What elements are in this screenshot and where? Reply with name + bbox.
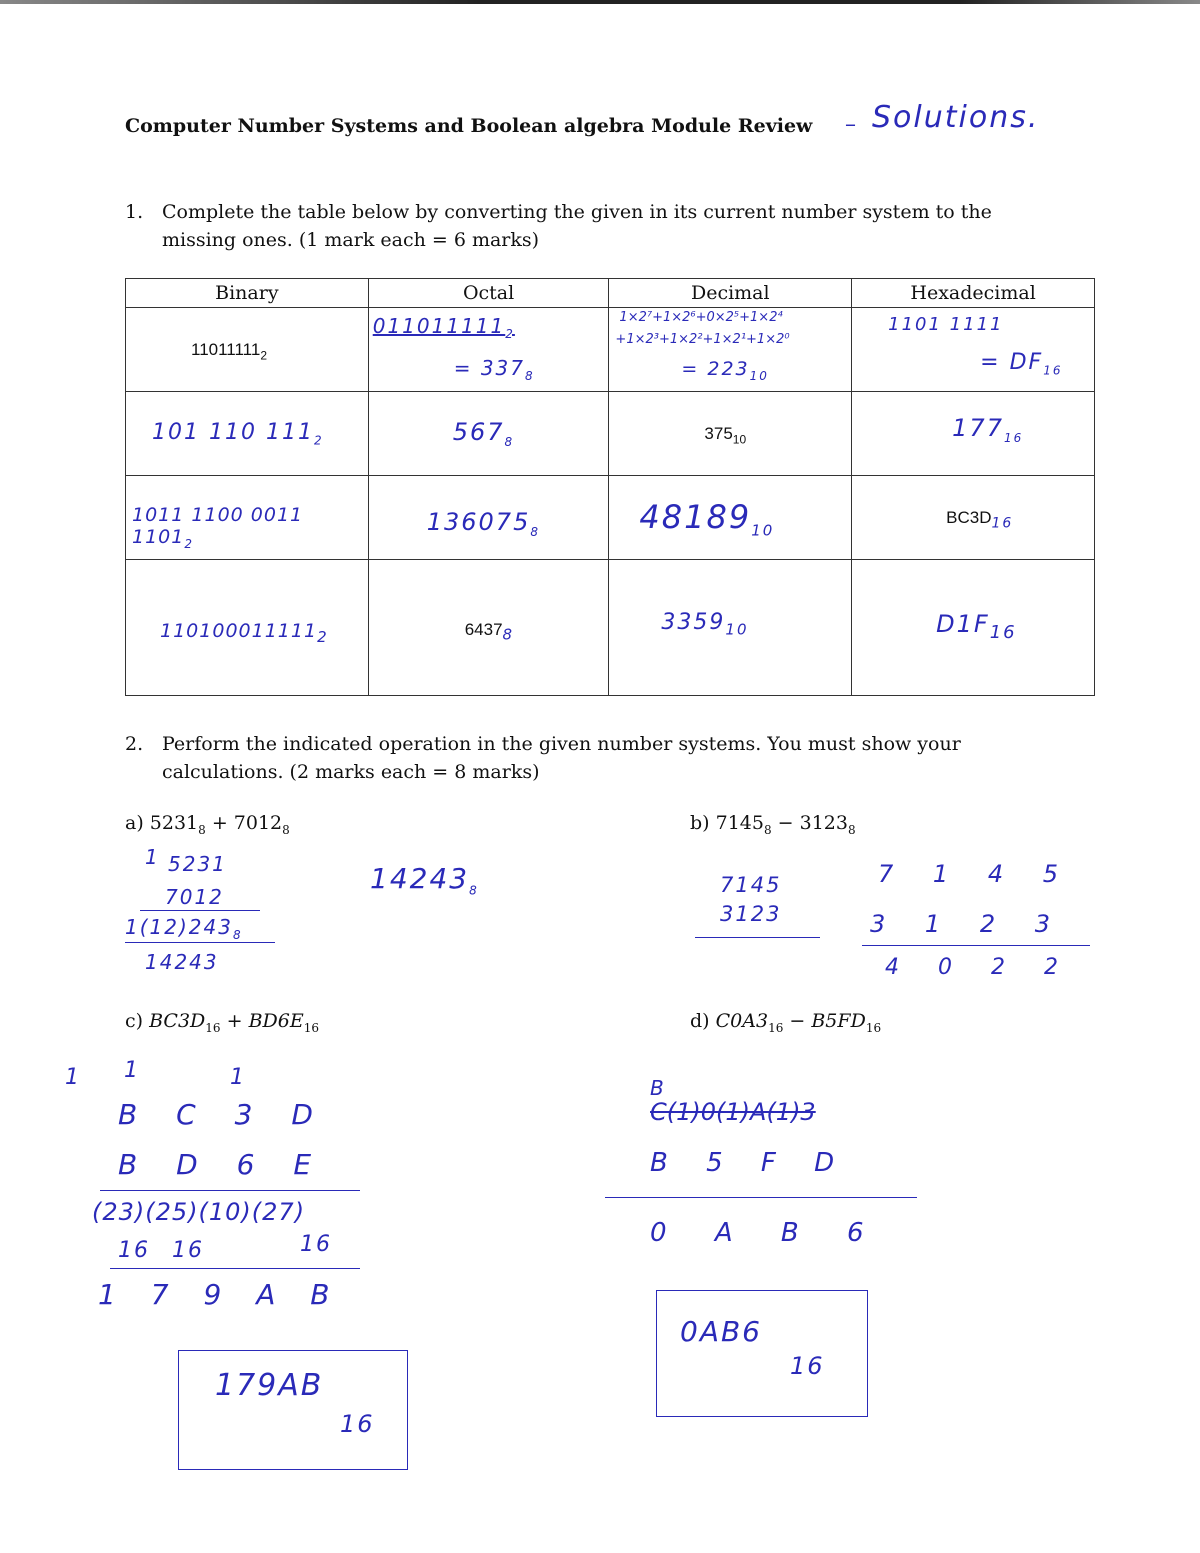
answer-box (656, 1290, 868, 1417)
handwritten-answer: 1011 1100 0011 $1101_2$ (132, 504, 304, 551)
handwritten-work: 1101 1111 (888, 314, 1004, 335)
work-line: 5231 (168, 852, 227, 876)
table-row (126, 308, 1095, 392)
work-line: $1(12)243_8$ (125, 915, 243, 942)
work-line: (23)(25)(10)(27) (92, 1198, 306, 1226)
table-row (126, 560, 1095, 696)
handwritten-answer: $D1F_{16}$ (936, 610, 1017, 643)
handwritten-answer: $3359_{10}$ (661, 610, 749, 639)
table-cell (852, 392, 1095, 476)
question-text: Perform the indicated operation in the given number systems. You must show your calculations. (2 marks each = 8 marks) (162, 733, 961, 783)
carry-digit: 1 (65, 1065, 81, 1090)
handwritten-work: 1×2⁷+1×2⁶+0×2⁵+1×2⁴ (619, 310, 783, 325)
table-cell (368, 392, 609, 476)
table-header-row (126, 279, 1095, 308)
divisor: 16 (172, 1238, 204, 1263)
table-cell (368, 308, 609, 392)
carry-digit: 1 (230, 1065, 246, 1090)
part-d-label: d) $C0A3_{16} - B5FD_{16}$ (690, 1010, 882, 1035)
digit-row: 3 1 2 3 (870, 910, 1053, 938)
digit-row: B D 6 E (118, 1148, 314, 1181)
handwritten-answer: = $DF_{16}$ (980, 350, 1063, 378)
work-line: 14243 (145, 950, 219, 974)
digit-row: 1 7 9 A B (98, 1278, 332, 1311)
handwritten-answer: $110100011111_2$ (160, 620, 328, 646)
column-header: Decimal (609, 279, 852, 308)
sum-line (100, 1190, 360, 1191)
table-cell (609, 560, 852, 696)
digit-row: 0 A B 6 (650, 1218, 866, 1248)
sum-line (110, 1268, 360, 1269)
handwritten-answer: 101 110 $111_2$ (152, 420, 324, 448)
work-line: 7145 (720, 873, 782, 897)
handwritten-work: +1×2³+1×2²+1×2¹+1×2⁰ (615, 332, 790, 347)
borrow-digit: B (650, 1076, 666, 1100)
digit-row: 7 1 4 5 (878, 860, 1061, 888)
table-cell (609, 392, 852, 476)
given-value: $BC3D_{16}$ (946, 508, 1014, 532)
question-number: 2. (125, 733, 144, 755)
digit-row: 4 0 2 2 (885, 955, 1060, 980)
work-line: C(1)0(1)A(1)3 (650, 1098, 816, 1126)
handwritten-answer: $48189_{10}$ (639, 498, 775, 540)
table-row (126, 392, 1095, 476)
page-title: Computer Number Systems and Boolean algebra Module Review (125, 115, 813, 137)
handwritten-answer: = $223_{10}$ (681, 358, 769, 383)
handwritten-answer: 0AB6 (680, 1315, 762, 1348)
sum-line (695, 937, 820, 938)
handwritten-answer: $567_8$ (452, 418, 515, 449)
sum-line (605, 1197, 917, 1198)
digit-row: B 5 F D (650, 1148, 837, 1178)
work-line: 3123 (720, 902, 782, 926)
sum-line (125, 942, 275, 943)
table-cell (852, 308, 1095, 392)
sum-line (862, 945, 1090, 946)
table-cell (852, 560, 1095, 696)
column-header: Octal (368, 279, 609, 308)
title-dash: – (845, 112, 856, 137)
part-a-label: a) $5231_8 + 7012_8$ (125, 812, 290, 837)
carry-digit: 1 (145, 845, 160, 869)
handwritten-answer: $136075_8$ (426, 508, 540, 539)
answer-base: 16 (790, 1352, 825, 1380)
carry-digit: 1 (124, 1058, 140, 1083)
part-c-label: c) $BC3D_{16} + BD6E_{16}$ (125, 1010, 319, 1035)
digit-row: B C 3 D (118, 1098, 315, 1131)
divisor: 16 (118, 1238, 150, 1263)
table-cell (126, 308, 369, 392)
table-cell (126, 560, 369, 696)
work-line: 7012 (165, 885, 224, 909)
conversion-table (125, 278, 1095, 696)
table-cell (368, 560, 609, 696)
column-header: Binary (126, 279, 369, 308)
column-header: Hexadecimal (852, 279, 1095, 308)
solutions-note: Solutions. (872, 100, 1040, 135)
table-cell (126, 392, 369, 476)
given-value: $375_{10}$ (704, 424, 747, 447)
scan-top-edge (0, 0, 1200, 4)
given-value: $11011111_2$ (191, 340, 268, 363)
table-cell (368, 476, 609, 560)
handwritten-answer: 179AB (215, 1368, 324, 1403)
question-1 (125, 198, 1045, 258)
given-value: $6437_8$ (464, 620, 515, 644)
table-cell (609, 476, 852, 560)
question-text: Complete the table below by converting the given in its current number system to the missing ones. (1 mark each = 6 marks) (162, 201, 992, 251)
divisor: 16 (300, 1232, 332, 1257)
question-number: 1. (125, 201, 144, 223)
sum-line (140, 910, 260, 911)
handwritten-answer: = $337_8$ (453, 356, 535, 383)
question-2 (125, 730, 1045, 790)
table-cell (852, 476, 1095, 560)
table-cell (609, 308, 852, 392)
table-cell (126, 476, 369, 560)
handwritten-answer: $177_{16}$ (952, 414, 1024, 445)
table-row (126, 476, 1095, 560)
part-b-label: b) $7145_8 - 3123_8$ (690, 812, 856, 837)
handwritten-answer: $14243_8$ (370, 862, 479, 898)
answer-base: 16 (340, 1410, 375, 1438)
handwritten-work: $011011111_2$ (372, 314, 515, 341)
